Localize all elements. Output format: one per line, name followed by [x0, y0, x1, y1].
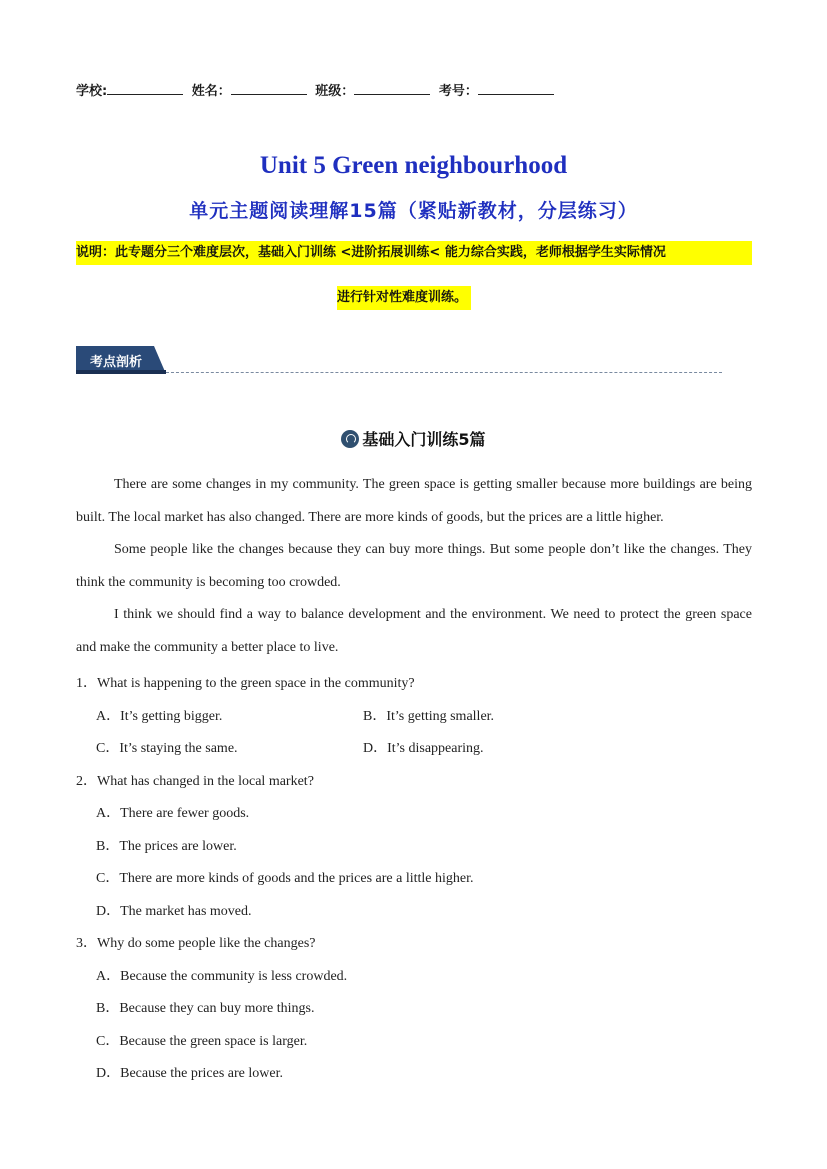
page-subtitle: 单元主题阅读理解15篇（紧贴新教材，分层练习） — [189, 200, 638, 222]
question-2-option-d: D．The market has moved. — [96, 904, 252, 919]
name-label: 姓名： — [191, 84, 231, 99]
passage-paragraph-3: I think we should find a way to balance development and the environment. We need to protect the green space and make the community a better place to live. — [76, 607, 752, 655]
name-blank — [231, 82, 307, 95]
section-tab-label: 考点剖析 — [90, 355, 143, 370]
question-2-option-a: A．There are fewer goods. — [96, 806, 250, 821]
section-tab — [76, 346, 166, 374]
question-1-option-c: C．It’s staying the same. — [96, 741, 238, 756]
question-2-option-c: C．There are more kinds of goods and the prices are a little higher. — [96, 871, 474, 886]
note-line-1: 说明：此专题分三个难度层次，基础入门训练 <进阶拓展训练< 能力综合实践，老师根据学生实际情况 — [76, 241, 752, 265]
level-heading-text: 基础入门训练5篇 — [362, 430, 486, 449]
question-3-option-b: B．Because they can buy more things. — [96, 1001, 315, 1016]
exam-number-blank — [478, 82, 554, 95]
question-2-option-b: B．The prices are lower. — [96, 839, 237, 854]
page-title: Unit 5 Green neighbourhood — [259, 152, 568, 179]
school-blank — [107, 82, 183, 95]
school-label: 学校: — [76, 84, 108, 99]
question-1-option-d: D．It’s disappearing. — [363, 741, 484, 756]
class-label: 班级： — [315, 84, 355, 99]
passage-paragraph-1: There are some changes in my community. The green space is getting smaller because more buildings are being built. The local market has also changed. There are more kinds of goods, but the prices are a little higher. — [76, 477, 752, 525]
question-1-option-b: B．It’s getting smaller. — [363, 709, 495, 724]
question-1-option-a: A．It’s getting bigger. — [96, 709, 223, 724]
note-line-2: 进行针对性难度训练。 — [337, 286, 471, 310]
section-divider — [166, 372, 722, 373]
student-info-line — [76, 80, 558, 99]
level-heading — [0, 427, 827, 450]
question-3-option-d: D．Because the prices are lower. — [96, 1066, 283, 1081]
passage-paragraph-2: Some people like the changes because they can buy more things. But some people don’t like the changes. They think the community is becoming too crowded. — [76, 542, 752, 590]
level-badge-icon — [341, 430, 359, 448]
exam-number-label: 考号： — [438, 84, 478, 99]
question-3-option-a: A．Because the community is less crowded. — [96, 969, 348, 984]
class-blank — [354, 82, 430, 95]
question-3-option-c: C．Because the green space is larger. — [96, 1034, 308, 1049]
question-1-stem: 1．What is happening to the green space in the community? — [76, 676, 415, 691]
question-2-stem: 2．What has changed in the local market? — [76, 774, 314, 789]
question-3-stem: 3．Why do some people like the changes? — [76, 936, 316, 951]
